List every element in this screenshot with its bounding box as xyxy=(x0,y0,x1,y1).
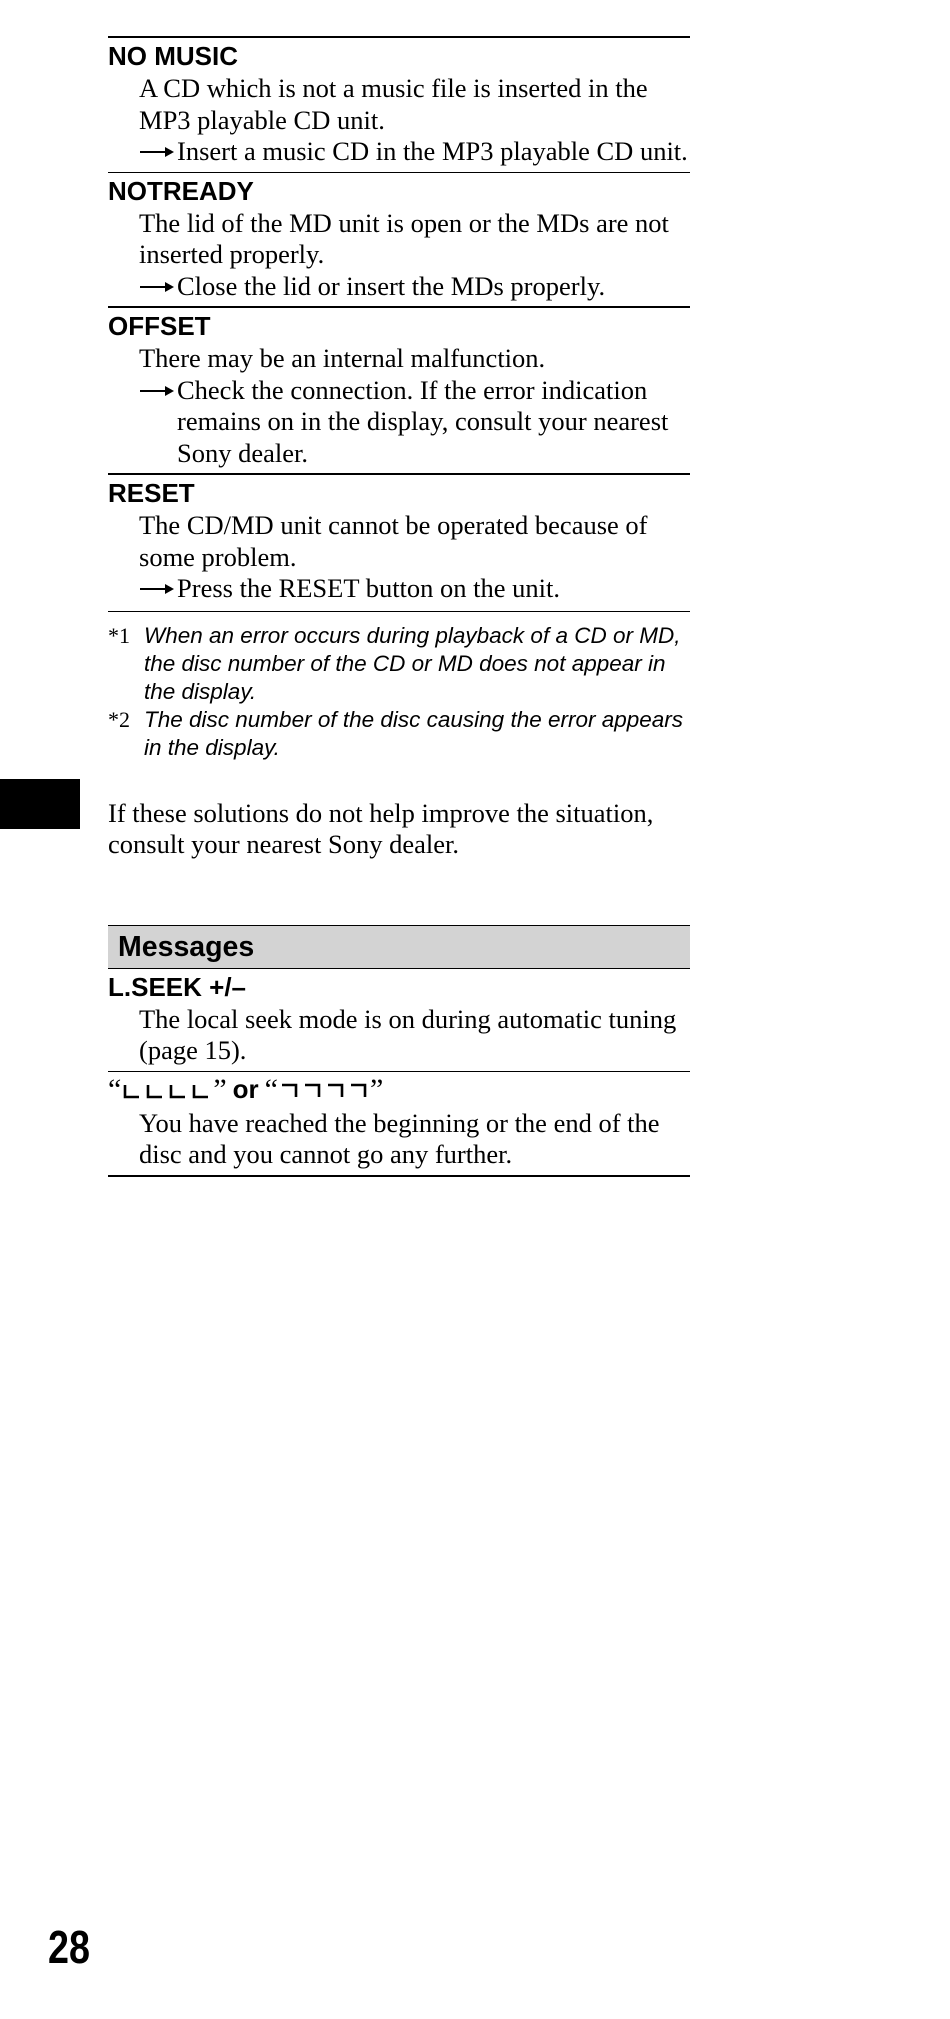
close-quote: ” xyxy=(213,1072,227,1106)
footnote-mark: *1 xyxy=(108,622,130,648)
section-side-tab xyxy=(0,779,80,829)
closing-paragraph: If these solutions do not help improve the situation, consult your nearest Sony dealer. xyxy=(108,797,654,859)
error-remedy: Check the connection. If the error indication remains on in the display, consult your nearest Sony dealer. xyxy=(177,374,669,468)
error-cause: The CD/MD unit cannot be operated because of some problem. xyxy=(139,510,648,572)
message-text: You have reached the beginning or the end of the disc and you cannot go any further. xyxy=(139,1107,660,1169)
error-cause: The lid of the MD unit is open or the MDs are not inserted properly. xyxy=(139,207,669,269)
section-title: Messages xyxy=(108,925,690,969)
footnote-text: The disc number of the disc causing the error appears in the display. xyxy=(144,706,684,760)
error-entry-notready xyxy=(108,172,690,303)
footnote xyxy=(108,706,690,762)
footnote-mark: *2 xyxy=(108,706,130,732)
open-quote: “ xyxy=(264,1072,278,1106)
message-entry-lseek xyxy=(108,969,690,1067)
footnotes xyxy=(108,622,690,762)
lcd-top-segments-icon xyxy=(278,1079,370,1101)
close-quote: ” xyxy=(369,1072,384,1106)
message-entry-disc-limit xyxy=(108,1071,690,1171)
error-cause: There may be an internal malfunction. xyxy=(139,343,546,373)
footnote-text: When an error occurs during playback of a CD or MD, the disc number of the CD or MD does not appear in the display. xyxy=(144,622,681,704)
error-remedy-line xyxy=(139,271,690,303)
error-entry-reset xyxy=(108,473,690,605)
error-cause: A CD which is not a music file is inserted in the MP3 playable CD unit. xyxy=(139,73,648,135)
error-heading: NO MUSIC xyxy=(108,41,238,71)
error-heading: OFFSET xyxy=(108,311,211,341)
arrow-right-icon xyxy=(139,375,175,406)
arrow-right-icon xyxy=(139,271,175,302)
error-entry-offset xyxy=(108,306,690,469)
error-remedy-line xyxy=(139,375,690,470)
lcd-bottom-segments-icon xyxy=(121,1079,213,1101)
message-heading: L.SEEK +/– xyxy=(108,971,246,1002)
error-list xyxy=(108,36,690,1177)
page-number: 28 xyxy=(48,1921,90,1973)
error-remedy: Close the lid or insert the MDs properly. xyxy=(177,270,606,301)
error-remedy-line xyxy=(139,136,690,168)
open-quote: “ xyxy=(108,1072,122,1106)
message-text: The local seek mode is on during automatic tuning (page 15). xyxy=(139,1003,677,1065)
divider xyxy=(108,1175,690,1177)
arrow-right-icon xyxy=(139,136,175,167)
error-remedy-line xyxy=(139,573,690,605)
footnote xyxy=(108,622,690,706)
or-word: or xyxy=(232,1074,259,1104)
error-heading: RESET xyxy=(108,478,195,508)
error-entry-no-music xyxy=(108,36,690,168)
error-remedy: Press the RESET button on the unit. xyxy=(177,573,561,603)
arrow-right-icon xyxy=(139,573,175,604)
divider xyxy=(108,611,690,612)
message-heading xyxy=(108,1072,690,1108)
messages-section xyxy=(108,925,690,1177)
error-heading: NOTREADY xyxy=(108,175,254,206)
error-remedy: Insert a music CD in the MP3 playable CD unit. xyxy=(177,136,688,166)
